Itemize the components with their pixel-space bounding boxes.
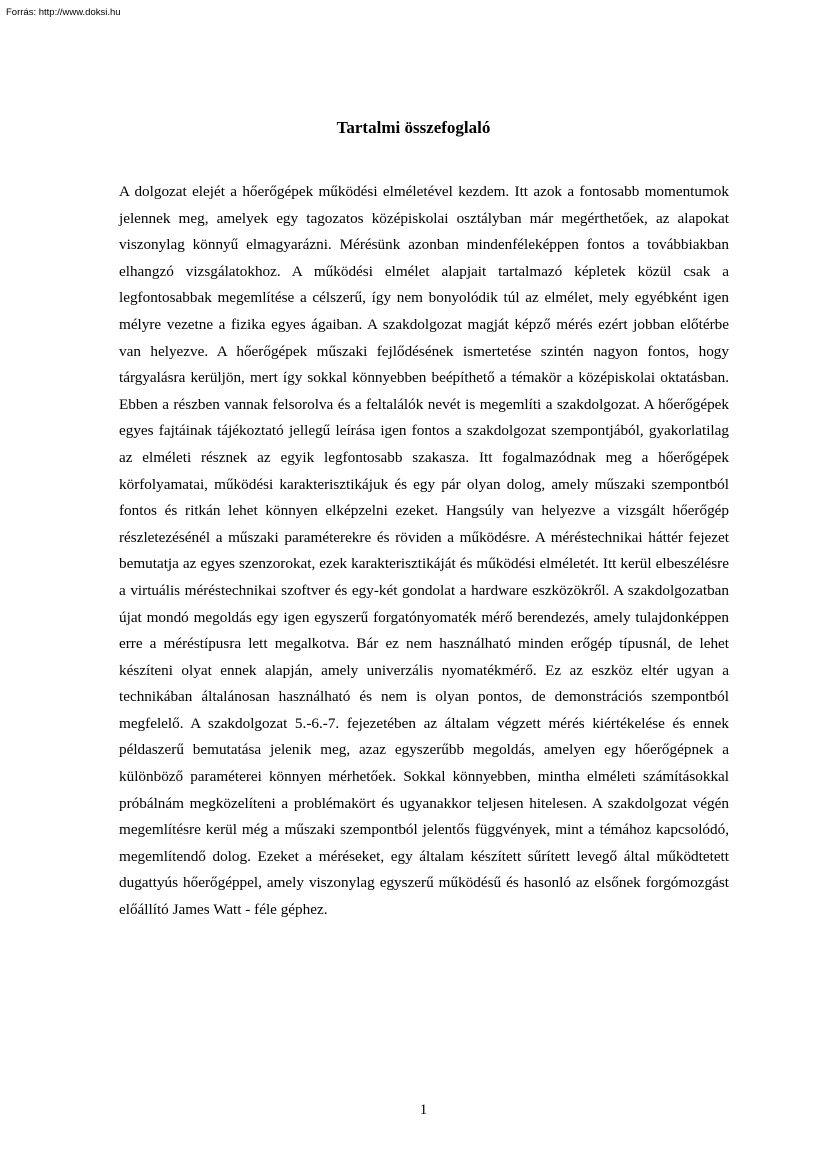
source-label: Forrás: http://www.doksi.hu <box>6 7 121 18</box>
page-title: Tartalmi összefoglaló <box>336 118 491 137</box>
summary-paragraph: A dolgozat elejét a hőerőgépek működési elméletével kezdem. Itt azok a fontosabb momentumok jelennek meg, amelyek egy tagozatos középiskolai osztályban már megérthetőek, az alapokat viszonylag könnyű elmagyarázni. Mérésünk azonban mindenféleképpen fontos a továbbiakban elhangzó vizsgálatokhoz. A működési elmélet alapjait tartalmazó képletek közül csak a legfontosabbak megemlítése a célszerű, így nem bonyolódik túl az elmélet, mely egyébként igen mélyre vezetne a fizika egyes ágaiban. A szakdolgozat magját képző mérés ezért jobban előtérbe van helyezve. A hőerőgépek műszaki fejlődésének ismertetése szintén nagyon fontos, hogy tárgyalásra kerüljön, mert így sokkal könnyebben beépíthető a témakör a középiskolai oktatásban. Ebben a részben vannak felsorolva és a feltalálók nevét is megemlíti a szakdolgozat. A hőerőgépek egyes fajtáinak tájékoztató jellegű leírása igen fontos a szakdolgozat szempontjából, gyakorlatilag az elméleti résznek az egyik legfontosabb szakasza. Itt fogalmazódnak meg a hőerőgépek körfolyamatai, működési karakterisztikájuk és egy pár olyan dolog, amely műszaki szempontból fontos és ritkán lehet könnyen elképzelni ezeket. Hangsúly van helyezve a vizsgált hőerőgép részletezésénél a műszaki paraméterekre és röviden a működésre. A méréstechnikai háttér fejezet bemutatja az egyes szenzorokat, ezek karakterisztikáját és működési elméletét. Itt kerül elbeszélésre a virtuális méréstechnikai szoftver és egy-két gondolat a hardware eszközökről. A szakdolgozatban újat mondó megoldás egy igen egyszerű forgatónyomaték mérő berendezés, amely tulajdonképpen erre a méréstípusra lett megalkotva. Bár ez nem használható minden erőgép típusnál, de lehet készíteni olyat ennek alapján, amely univerzális nyomatékmérő. Ez az eszköz eltér ugyan a technikában általánosan használható és nem is olyan pontos, de demonstrációs szempontból megfelelő. A szakdolgozat 5.-6.-7. fejezetében az általam végzett mérés kiértékelése és ennek példaszerű bemutatása jelenik meg, azaz egyszerűbb megoldás, amelyen egy hőerőgépnek a különböző paraméterei könnyen mérhetőek. Sokkal könnyebben, mintha elméleti számításokkal próbálnám megközelíteni a problémakört és ugyanakkor teljesen hitelesen. A szakdolgozat végén megemlítésre kerül még a műszaki szempontból jelentős függvények, mint a témához kapcsolódó, megemlítendő dolog. Ezeket a méréseket, egy általam készített sűrített levegő által működtetett dugattyús hőerőgéppel, amely viszonylag egyszerű működésű és hasonló az elsőnek forgómozgást előállító James Watt - féle géphez. <box>119 183 729 919</box>
page-number: 1 <box>419 1102 428 1118</box>
